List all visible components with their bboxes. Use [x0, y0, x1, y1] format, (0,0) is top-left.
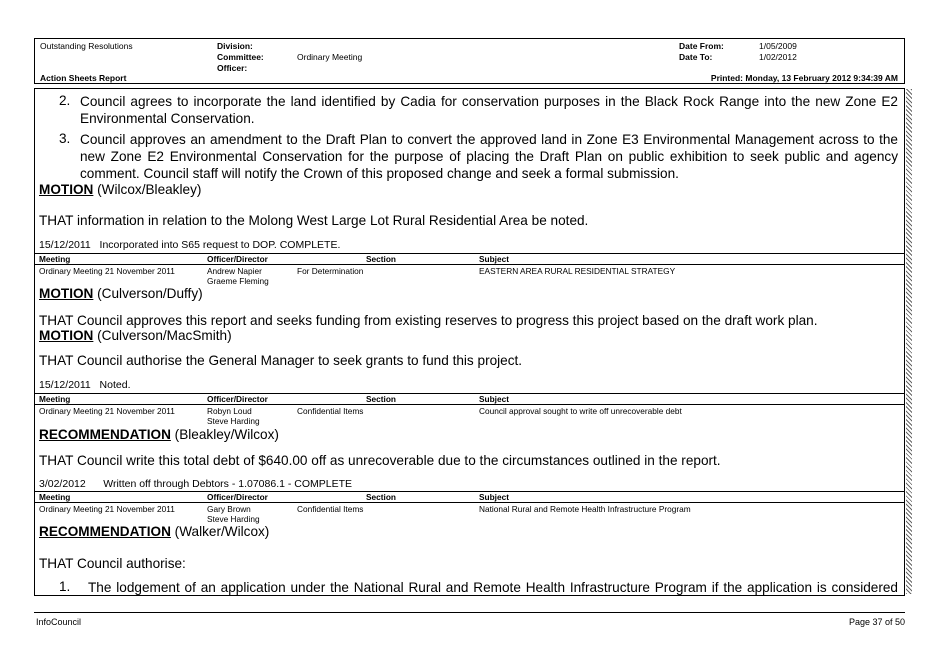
col-meeting: Meeting: [39, 254, 71, 264]
footer-brand: InfoCouncil: [36, 617, 82, 627]
col-officer: Officer/Director: [207, 492, 268, 502]
col-subject: Subject: [479, 394, 509, 404]
officer-cell: Robyn Loud: [207, 406, 252, 416]
list-number: 1.: [59, 579, 71, 594]
action-note: Incorporated into S65 request to DOP. COMPLETE.: [99, 239, 341, 251]
meeting-cell: Ordinary Meeting 21 November 2011: [39, 504, 175, 514]
col-meeting: Meeting: [39, 492, 71, 502]
motion-movers: (Culverson/Duffy): [93, 286, 203, 301]
col-section: Section: [366, 492, 396, 502]
col-officer: Officer/Director: [207, 394, 268, 404]
list-number: 3.: [59, 131, 71, 146]
committee-value: Ordinary Meeting: [297, 52, 363, 62]
action-date: 15/12/2011: [39, 239, 91, 251]
col-subject: Subject: [479, 254, 509, 264]
report-name: Outstanding Resolutions: [40, 41, 133, 51]
subject-cell: National Rural and Remote Health Infrastructure Program: [479, 504, 691, 514]
meeting-cell: Ordinary Meeting 21 November 2011: [39, 266, 175, 276]
recommendation-movers: (Bleakley/Wilcox): [170, 427, 279, 442]
director-cell: Graeme Fleming: [207, 276, 269, 286]
recommendation-heading: [39, 427, 279, 442]
action-note: Noted.: [99, 379, 131, 391]
recommendation-keyword: RECOMMENDATION: [39, 524, 171, 539]
col-section: Section: [366, 254, 396, 264]
page-number: Page 37 of 50: [848, 617, 905, 627]
motion-keyword: MOTION: [39, 328, 94, 343]
director-cell: Steve Harding: [207, 514, 260, 524]
section-cell: For Determination: [297, 266, 364, 276]
motion-keyword: MOTION: [39, 182, 94, 197]
action-line: [39, 239, 340, 251]
recommendation-heading: [39, 524, 269, 539]
action-line: [39, 379, 130, 391]
director-cell: Steve Harding: [207, 416, 260, 426]
action-date: 15/12/2011: [39, 379, 91, 391]
motion-movers: (Culverson/MacSmith): [93, 328, 232, 343]
motion-movers: (Wilcox/Bleakley): [93, 182, 202, 197]
printed-label: Printed:: [710, 73, 744, 83]
col-officer: Officer/Director: [207, 254, 268, 264]
date-from-value: 1/05/2009: [759, 41, 797, 51]
col-meeting: Meeting: [39, 394, 71, 404]
footer-rule: [34, 612, 905, 613]
committee-label: Committee:: [217, 52, 264, 62]
motion-heading: [39, 286, 203, 301]
recommendation-movers: (Walker/Wilcox): [170, 524, 270, 539]
table-header: [34, 491, 905, 503]
action-line: [39, 478, 352, 490]
subject-cell: Council approval sought to write off unrecoverable debt: [479, 406, 682, 416]
printed-value: Monday, 13 February 2012 9:34:39 AM: [745, 73, 898, 83]
list-number: 2.: [59, 93, 71, 108]
sheet-title: Action Sheets Report: [40, 73, 127, 83]
date-to-value: 1/02/2012: [759, 52, 797, 62]
recommendation-text: THAT Council write this total debt of $640.00 off as unrecoverable due to the circumstances outlined in the report.: [39, 453, 721, 468]
printed-stamp: [711, 73, 898, 83]
resolution-item: The lodgement of an application under the National Rural and Remote Health Infrastructure Program if the application is considered: [88, 580, 898, 595]
meeting-cell: Ordinary Meeting 21 November 2011: [39, 406, 175, 416]
col-subject: Subject: [479, 492, 509, 502]
recommendation-keyword: RECOMMENDATION: [39, 427, 171, 442]
table-header: [34, 393, 905, 405]
motion-heading: [39, 328, 232, 343]
content-area: [34, 88, 905, 596]
section-cell: Confidential Items: [297, 504, 364, 514]
subject-cell: EASTERN AREA RURAL RESIDENTIAL STRATEGY: [479, 266, 676, 276]
action-date: 3/02/2012: [39, 478, 86, 490]
resolution-item: Council agrees to incorporate the land identified by Cadia for conservation purposes in the Black Rock Range into the new Zone E2 Environmental Conservation.: [80, 94, 898, 126]
action-note: Written off through Debtors - 1.07086.1 - COMPLETE: [103, 478, 353, 490]
section-cell: Confidential Items: [297, 406, 364, 416]
division-label: Division:: [217, 41, 253, 51]
motion-heading: [39, 182, 201, 197]
resolution-item: Council approves an amendment to the Draft Plan to convert the approved land in Zone E3 Environmental Management across to the new Zone E2 Environmental Conservation for the purpose of placing the Draft Plan on public exhibition to seek public and agency comment. Council staff will notify the Crown of this proposed change and seek a formal submission.: [80, 132, 898, 181]
date-to-label: Date To:: [679, 52, 713, 62]
report-header: [34, 38, 905, 84]
officer-cell: Gary Brown: [207, 504, 251, 514]
col-section: Section: [366, 394, 396, 404]
recommendation-text: THAT Council authorise:: [39, 556, 186, 571]
table-header: [34, 253, 905, 265]
motion-keyword: MOTION: [39, 286, 94, 301]
officer-label: Officer:: [217, 63, 248, 73]
motion-text: THAT Council authorise the General Manager to seek grants to fund this project.: [39, 353, 523, 368]
motion-text: THAT Council approves this report and seeks funding from existing reserves to progress this project based on the draft work plan.: [39, 313, 818, 328]
officer-cell: Andrew Napier: [207, 266, 262, 276]
date-from-label: Date From:: [679, 41, 724, 51]
hatched-margin: [906, 89, 912, 594]
motion-text: THAT information in relation to the Molong West Large Lot Rural Residential Area be noted.: [39, 213, 589, 228]
